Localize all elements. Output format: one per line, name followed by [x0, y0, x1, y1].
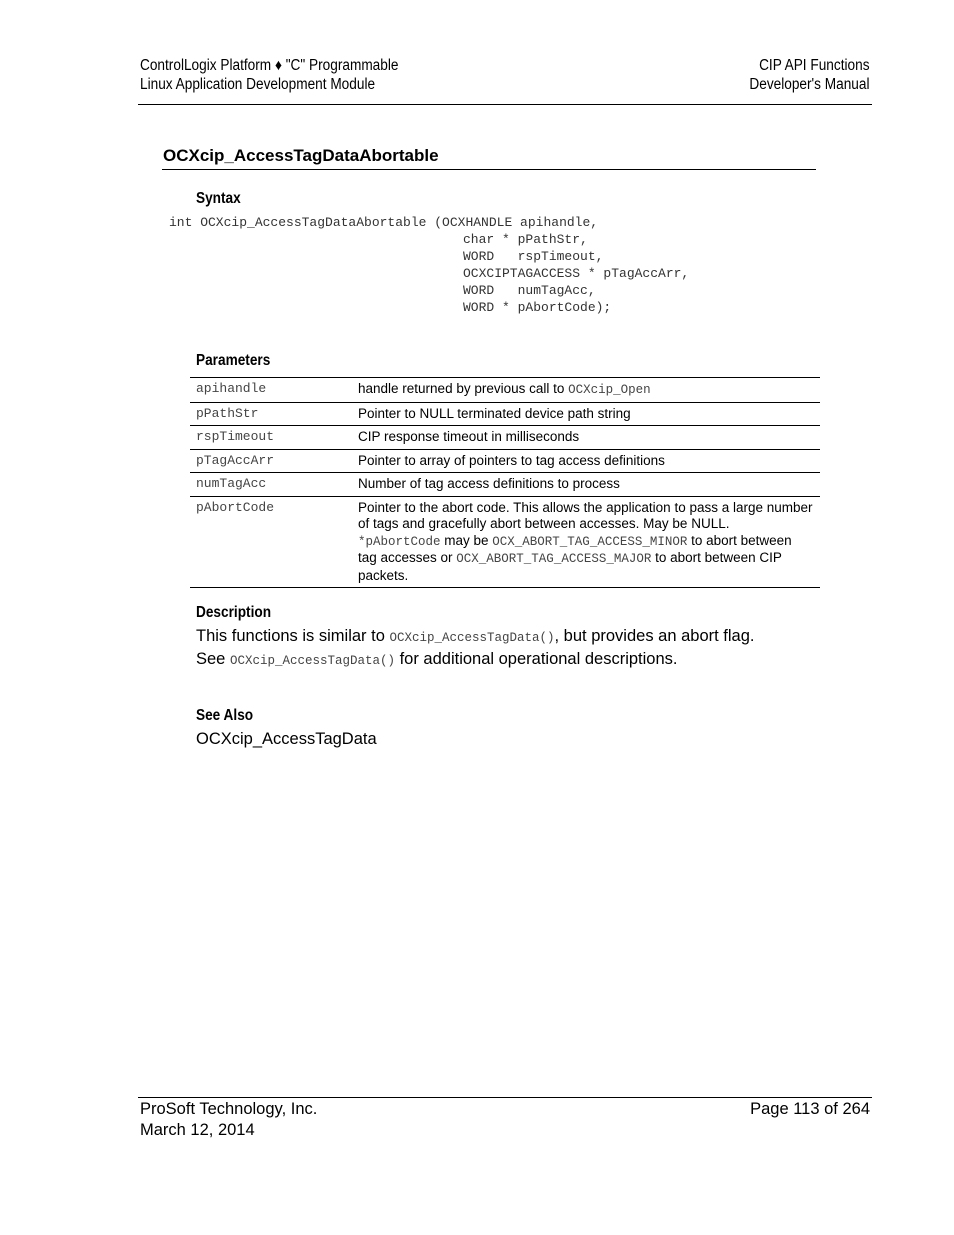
description-part: This functions is similar to	[196, 627, 390, 645]
header-product: ControlLogix Platform ♦ "C" Programmable	[140, 57, 399, 74]
param-description	[352, 378, 820, 403]
param-desc-text: Pointer to the abort code. This allows the application to pass a large number of tags and gracefully abort between accesses. May be NULL.	[358, 499, 813, 531]
param-name: pPathStr	[190, 402, 352, 426]
table-row	[190, 496, 820, 588]
syntax-line-0: int OCXcip_AccessTagDataAbortable (OCXHANDLE apihandle,	[169, 215, 599, 230]
description-part: , but provides an abort flag.	[554, 627, 755, 645]
footer-date: March 12, 2014	[140, 1121, 255, 1139]
description-code: OCXcip_AccessTagData()	[389, 631, 555, 645]
description-part: See	[196, 650, 230, 668]
param-desc-code: *pAbortCode	[358, 534, 441, 549]
footer-company: ProSoft Technology, Inc.	[140, 1100, 318, 1118]
param-description	[352, 496, 820, 588]
syntax-line-3: OCXCIPTAGACCESS * pTagAccArr,	[463, 266, 690, 281]
param-desc-code: OCXcip_Open	[568, 383, 651, 397]
param-desc-code: OCX_ABORT_TAG_ACCESS_MAJOR	[456, 552, 652, 566]
header-right	[750, 56, 870, 94]
table-row	[190, 378, 820, 403]
param-name: apihandle	[190, 378, 352, 403]
param-desc-text: to abort between CIP packets.	[358, 550, 782, 583]
param-desc-text: may be	[440, 532, 493, 548]
param-name: numTagAcc	[190, 473, 352, 497]
param-desc-text: handle returned by previous call to	[358, 381, 569, 396]
syntax-line-4: WORD numTagAcc,	[463, 283, 596, 298]
function-title-divider	[162, 169, 816, 170]
syntax-heading: Syntax	[196, 190, 241, 207]
parameters-table	[190, 377, 820, 588]
param-description: Pointer to NULL terminated device path string	[352, 402, 820, 426]
table-row	[190, 426, 820, 450]
param-description: Number of tag access definitions to process	[352, 473, 820, 497]
header-left	[140, 56, 398, 94]
see-also-link[interactable]: OCXcip_AccessTagData	[196, 730, 377, 748]
syntax-code-block	[169, 214, 689, 316]
param-desc-code: OCX_ABORT_TAG_ACCESS_MINOR	[492, 534, 688, 549]
param-name: pTagAccArr	[190, 449, 352, 473]
see-also-heading: See Also	[196, 707, 254, 724]
description-part: for additional operational descriptions.	[394, 650, 678, 668]
parameters-heading: Parameters	[196, 352, 271, 369]
table-row	[190, 473, 820, 497]
syntax-line-2: WORD rspTimeout,	[463, 249, 604, 264]
page-number: Page 113 of 264	[750, 1100, 870, 1118]
param-description: Pointer to array of pointers to tag access definitions	[352, 449, 820, 473]
function-title: OCXcip_AccessTagDataAbortable	[163, 146, 439, 165]
header-manual: Developer's Manual	[749, 76, 870, 93]
footer-divider	[138, 1097, 872, 1098]
param-name: pAbortCode	[190, 496, 352, 588]
description-heading: Description	[196, 604, 272, 621]
footer-right	[750, 1099, 870, 1120]
description-code: OCXcip_AccessTagData()	[229, 654, 395, 668]
header-divider	[138, 104, 872, 105]
syntax-line-5: WORD * pAbortCode);	[463, 300, 612, 315]
table-row	[190, 449, 820, 473]
header-module: Linux Application Development Module	[140, 76, 376, 93]
table-row	[190, 402, 820, 426]
syntax-line-1: char * pPathStr,	[463, 232, 588, 247]
footer-left	[140, 1099, 317, 1141]
param-name: rspTimeout	[190, 426, 352, 450]
param-description: CIP response timeout in milliseconds	[352, 426, 820, 450]
param-desc-text: to abort between tag accesses or	[358, 532, 792, 565]
description-text	[196, 626, 836, 672]
header-section: CIP API Functions	[759, 57, 870, 74]
